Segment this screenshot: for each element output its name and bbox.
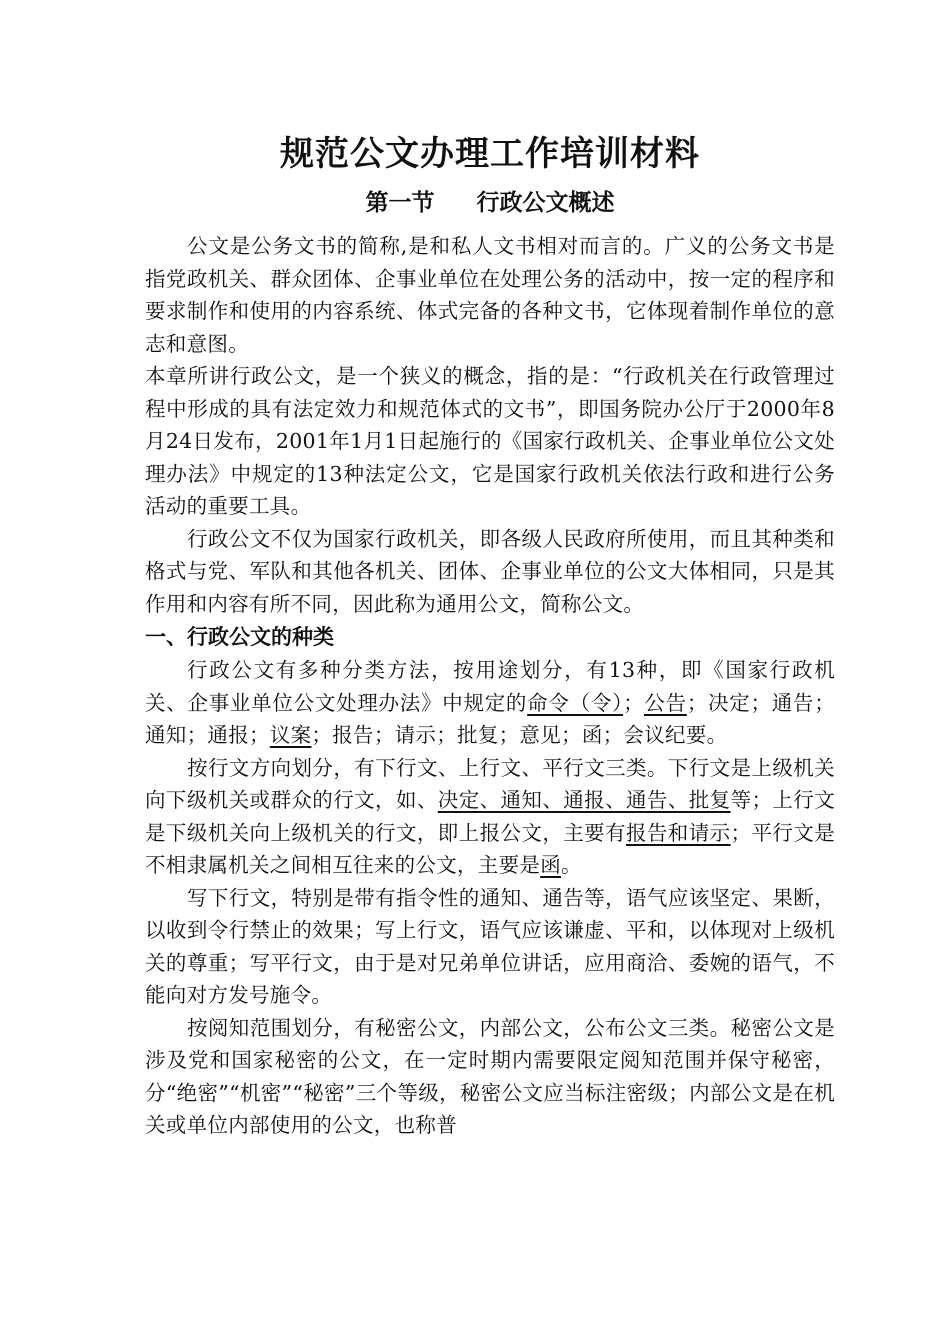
paragraph-5	[145, 752, 835, 882]
p5-underlined-3: 函	[540, 853, 562, 877]
paragraph-1: 公文是公务文书的简称,是和私人文书相对而言的。广义的公务文书是指党政机关、群众团体、企事业单位在处理公务的活动中，按一定的程序和要求制作和使用的内容系统、体式完备的各种文书，它体现着制作单位的意志和意图。	[145, 234, 835, 356]
p5-text-a: 按行文方向划分，有下行文、上行文、平行文三类。下行文是上级机关向下级机关或群众的行文，如、	[145, 755, 835, 812]
p4-underlined-3: 议案	[269, 723, 312, 747]
paragraph-2: 本章所讲行政公文，是一个狭义的概念，指的是：“行政机关在行政管理过程中形成的具有法定效力和规范体式的文书”，即国务院办公厅于2000年8月24日发布，2001年1月1日起施行的《国家行政机关、企事业单位公文处理办法》中规定的13种法定公文，它是国家行政机关依法行政和进行公务活动的重要工具。	[145, 364, 835, 518]
document-body	[145, 130, 835, 1142]
p4-underlined-1: 命令（令）	[527, 690, 624, 715]
paragraph-7: 按阅知范围划分，有秘密公文，内部公文，公布公文三类。秘密公文是涉及党和国家秘密的公文，在一定时期内需要限定阅知范围并保守秘密，分“绝密”“机密”“秘密”三个等级，秘密公文应当标注密级；内部公文是在机关或单位内部使用的公文，也称普	[145, 1015, 835, 1137]
p5-text-b: 等；上行文是下级机关向上级机关的行文，即上报公文，主要有	[145, 788, 836, 845]
p5-underlined-1: 决定、通知、通报、通告、批复	[437, 788, 731, 812]
paragraph-3: 行政公文不仅为国家行政机关，即各级人民政府所使用，而且其种类和格式与党、军队和其他各机关、团体、企事业单位的公文大体相同，只是其作用和内容有所不同，因此称为通用公文，简称公文。	[145, 526, 835, 616]
p4-text-d: ；报告；请示；批复；意见；函；会议纪要。	[311, 723, 728, 747]
p4-underlined-2: 公告	[643, 690, 687, 715]
p5-text-d: 。	[561, 853, 582, 877]
subheading-types: 一、行政公文的种类	[145, 625, 334, 649]
paragraph-6: 写下行文，特别是带有指令性的通知、通告等，语气应该坚定、果断，以收到令行禁止的效果；写上行文，语气应该谦虚、平和，以体现对上级机关的尊重；写平行文，由于是对兄弟单位讲话，应用商洽、委婉的语气，不能向对方发号施令。	[145, 885, 835, 1007]
document-title: 规范公文办理工作培训材料	[280, 134, 700, 174]
p5-text-c: ；平行文是不相隶属机关之间相互往来的公文，主要是	[145, 820, 835, 877]
p4-text-c: ；决定；通告；通知；通报；	[145, 690, 836, 747]
p4-text-b: ；	[623, 690, 644, 715]
p5-underlined-2: 报告和请示	[625, 820, 731, 845]
section-title: 行政公文概述	[476, 190, 615, 216]
section-heading	[145, 186, 835, 220]
p4-text-a: 行政公文有多种分类方法，按用途划分，有13种，即《国家行政机关、企事业单位公文处理办法》中规定的	[145, 658, 835, 715]
paragraph-4	[145, 654, 835, 752]
section-number: 第一节	[365, 190, 435, 216]
